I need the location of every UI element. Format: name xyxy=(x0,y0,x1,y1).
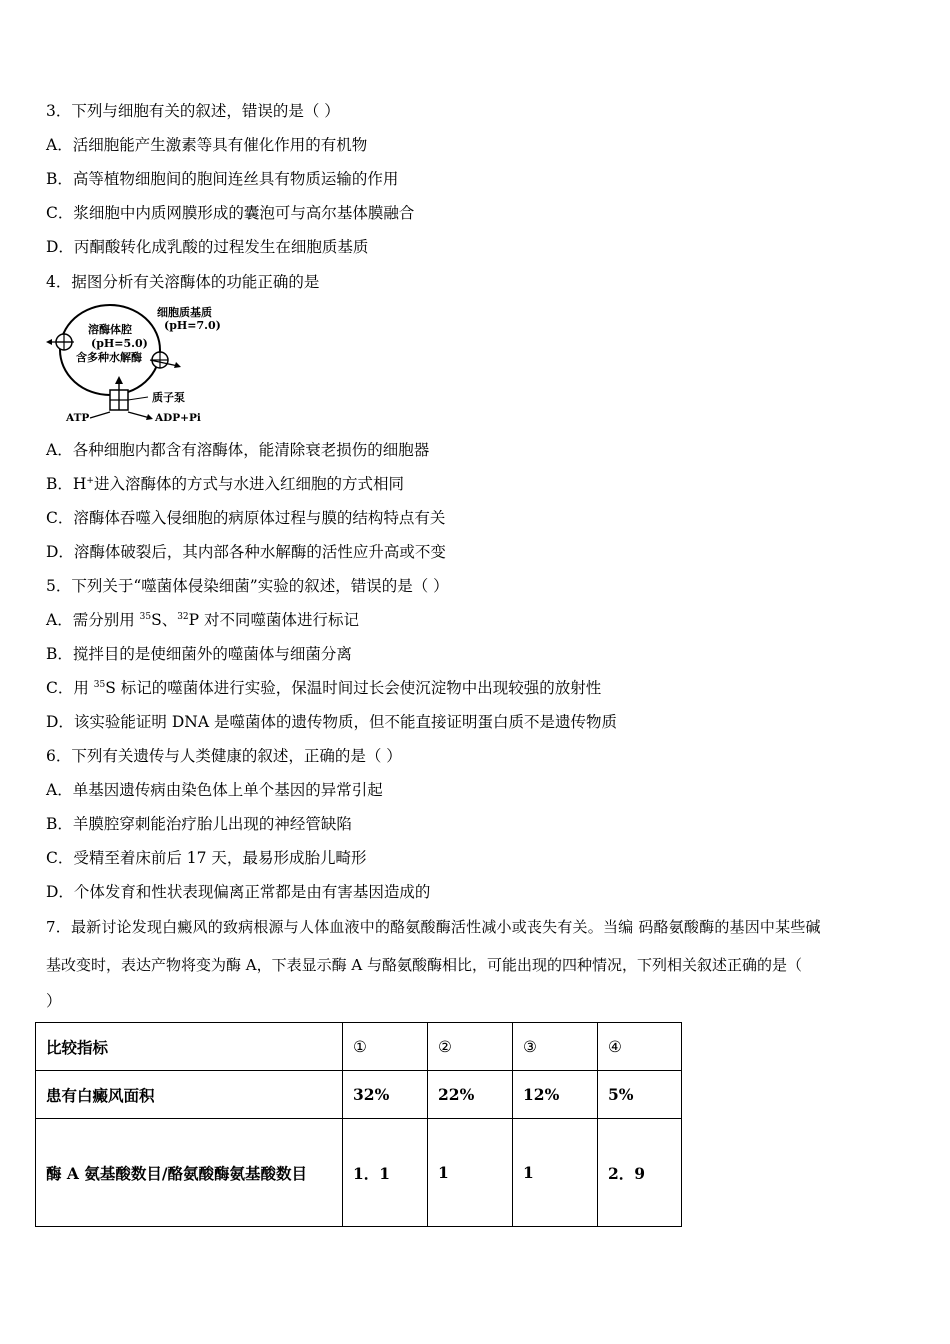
q7-stem-line3: ） xyxy=(46,992,62,1010)
table-cell: 5% xyxy=(598,1071,682,1119)
table-cell: 酶 A 氨基酸数目/酪氨酸酶氨基酸数目 xyxy=(36,1119,343,1227)
q5-option-b: B．搅拌目的是使细菌外的噬菌体与细菌分离 xyxy=(46,645,352,663)
q5-a-sup1: 35 xyxy=(139,612,152,622)
table-row xyxy=(36,1119,682,1227)
table-header-row xyxy=(36,1023,682,1071)
table-cell: ③ xyxy=(513,1023,598,1071)
proton-pump-label: 质子泵 xyxy=(152,391,185,404)
q5-a-prefix: A．需分别用 xyxy=(46,611,140,629)
left-channel-icon xyxy=(46,334,74,350)
q4-option-a: A．各种细胞内都含有溶酶体，能清除衰老损伤的细胞器 xyxy=(46,441,430,459)
q5-a-rest: P 对不同噬菌体进行标记 xyxy=(188,611,360,629)
adp-label: ADP+Pi xyxy=(155,412,201,424)
q6-option-b: B．羊膜腔穿刺能治疗胎儿出现的神经管缺陷 xyxy=(46,815,352,833)
lumen-ph: (pH=5.0) xyxy=(91,337,148,350)
q5-a-mid: S、 xyxy=(151,611,178,629)
table-cell: ④ xyxy=(598,1023,682,1071)
q4-b-rest: 进入溶酶体的方式与水进入红细胞的方式相同 xyxy=(93,475,404,493)
q5-option-d: D．该实验能证明 DNA 是噬菌体的遗传物质，但不能直接证明蛋白质不是遗传物质 xyxy=(46,713,617,731)
enzymes-label: 含多种水解酶 xyxy=(76,351,142,364)
q5-c-sup: 35 xyxy=(93,680,106,690)
q6-option-d: D．个体发育和性状表现偏离正常都是由有害基因造成的 xyxy=(46,883,431,901)
table-cell: 1 xyxy=(513,1119,598,1227)
comparison-table xyxy=(35,1022,682,1227)
q5-stem: 5．下列关于“噬菌体侵染细菌”实验的叙述，错误的是（ ） xyxy=(46,577,449,595)
q4-b-sup: + xyxy=(86,476,94,486)
q7-stem-line1: 7．最新讨论发现白癜风的致病根源与人体血液中的酪氨酸酶活性减小或丧失有关。当编 码酪氨酸酶的基因中某些碱 xyxy=(46,918,821,936)
table-cell: 患有白癜风面积 xyxy=(36,1071,343,1119)
q5-c-prefix: C．用 xyxy=(46,679,94,697)
lysosome-diagram xyxy=(44,300,234,430)
table-cell: 22% xyxy=(428,1071,513,1119)
cytoplasm-label: 细胞质基质 xyxy=(157,306,212,319)
q3-option-a: A．活细胞能产生激素等具有催化作用的有机物 xyxy=(46,136,368,154)
table-cell: 32% xyxy=(343,1071,428,1119)
q5-option-c xyxy=(46,678,601,698)
table-cell: ② xyxy=(428,1023,513,1071)
table-cell: 12% xyxy=(513,1071,598,1119)
table-cell: 1．1 xyxy=(343,1119,428,1227)
table-cell: 比较指标 xyxy=(36,1023,343,1071)
lumen-label: 溶酶体腔 xyxy=(88,323,132,336)
table-cell: 1 xyxy=(428,1119,513,1227)
lysosome-membrane xyxy=(60,305,160,395)
q4-stem: 4．据图分析有关溶酶体的功能正确的是 xyxy=(46,273,320,291)
q5-c-rest: S 标记的噬菌体进行实验，保温时间过长会使沉淀物中出现较强的放射性 xyxy=(105,679,602,697)
table-cell: ① xyxy=(343,1023,428,1071)
q4-option-c: C．溶酶体吞噬入侵细胞的病原体过程与膜的结构特点有关 xyxy=(46,509,446,527)
cytoplasm-ph: (pH=7.0) xyxy=(164,319,221,332)
q4-option-d: D．溶酶体破裂后，其内部各种水解酶的活性应升高或不变 xyxy=(46,543,446,561)
q4-b-prefix: B．H xyxy=(46,475,87,493)
q6-option-c: C．受精至着床前后 17 天，最易形成胎儿畸形 xyxy=(46,849,367,867)
table-row xyxy=(36,1071,682,1119)
table-cell: 2．9 xyxy=(598,1119,682,1227)
q3-option-d: D．丙酮酸转化成乳酸的过程发生在细胞质基质 xyxy=(46,238,369,256)
q6-option-a: A．单基因遗传病由染色体上单个基因的异常引起 xyxy=(46,781,383,799)
right-channel-icon xyxy=(150,352,181,368)
q7-stem-line2: 基改变时，表达产物将变为酶 A，下表显示酶 A 与酪氨酸酶相比，可能出现的四种情况，下列相关叙述正确的是（ xyxy=(46,956,802,974)
q5-option-a xyxy=(46,610,359,630)
q3-option-b: B．高等植物细胞间的胞间连丝具有物质运输的作用 xyxy=(46,170,399,188)
atp-label: ATP xyxy=(66,412,90,424)
q3-stem: 3．下列与细胞有关的叙述，错误的是（ ） xyxy=(46,102,340,120)
q5-a-sup2: 32 xyxy=(177,612,189,622)
q6-stem: 6．下列有关遗传与人类健康的叙述，正确的是（ ） xyxy=(46,747,402,765)
q4-option-b xyxy=(46,474,404,494)
q3-option-c: C．浆细胞中内质网膜形成的囊泡可与高尔基体膜融合 xyxy=(46,204,415,222)
